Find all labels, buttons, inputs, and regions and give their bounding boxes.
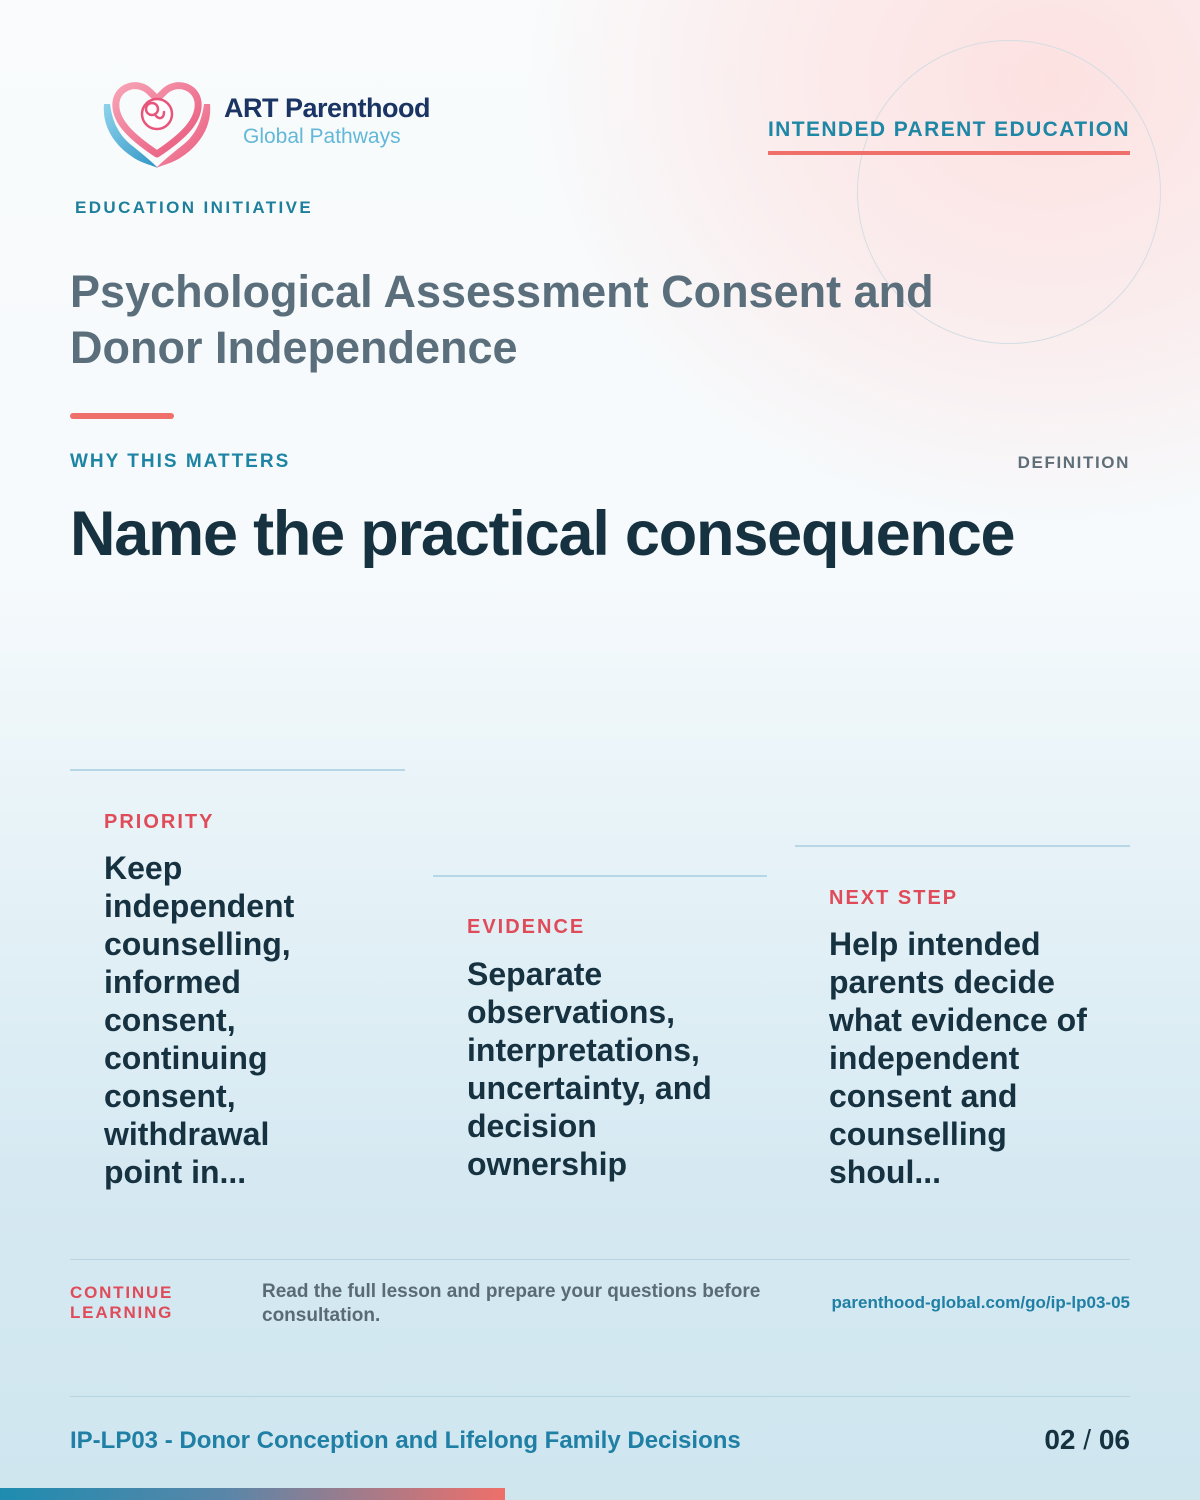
card-label-next-step: NEXT STEP bbox=[829, 887, 959, 909]
page-total: 06 bbox=[1098, 1424, 1130, 1455]
card-divider bbox=[795, 845, 1130, 847]
heart-hands-embryo-icon bbox=[100, 74, 214, 174]
section-divider bbox=[70, 1259, 1130, 1260]
card-label-evidence: EVIDENCE bbox=[467, 916, 586, 938]
page-current: 02 bbox=[1044, 1424, 1076, 1455]
card-divider bbox=[70, 769, 405, 771]
brand-name: ART Parenthood bbox=[224, 93, 430, 123]
card-body-next-step: Help intended parents decide what evidence of independent consent and counselling shoul... bbox=[829, 926, 1087, 1190]
page-separator: / bbox=[1083, 1424, 1092, 1455]
progress-accent-bar bbox=[0, 1488, 505, 1500]
header-tag: INTENDED PARENT EDUCATION bbox=[768, 118, 1130, 155]
section-label: WHY THIS MATTERS bbox=[70, 451, 291, 472]
continue-label: CONTINUE LEARNING bbox=[70, 1283, 174, 1322]
accent-bar bbox=[70, 413, 174, 419]
card-body-evidence: Separate observations, interpretations, uncertainty, and decision ownership bbox=[467, 956, 712, 1182]
continue-text: Read the full lesson and prepare your questions before consultation. bbox=[262, 1281, 761, 1326]
course-title: IP-LP03 - Donor Conception and Lifelong Family Decisions bbox=[70, 1427, 741, 1454]
brand-tagline: Global Pathways bbox=[243, 125, 401, 148]
page-counter bbox=[1044, 1424, 1130, 1456]
initiative-label: EDUCATION INITIATIVE bbox=[75, 198, 314, 217]
type-label: DEFINITION bbox=[1017, 453, 1130, 472]
headline: Name the practical consequence bbox=[70, 499, 1015, 569]
card-divider bbox=[433, 875, 767, 877]
page-title: Psychological Assessment Consent and Donor Independence bbox=[70, 266, 934, 373]
footer-divider bbox=[70, 1396, 1130, 1397]
lesson-link[interactable]: parenthood-global.com/go/ip-lp03-05 bbox=[831, 1293, 1130, 1312]
card-body-priority: Keep independent counselling, informed consent, continuing consent, withdrawal point in... bbox=[104, 850, 295, 1190]
card-label-priority: PRIORITY bbox=[104, 811, 215, 833]
